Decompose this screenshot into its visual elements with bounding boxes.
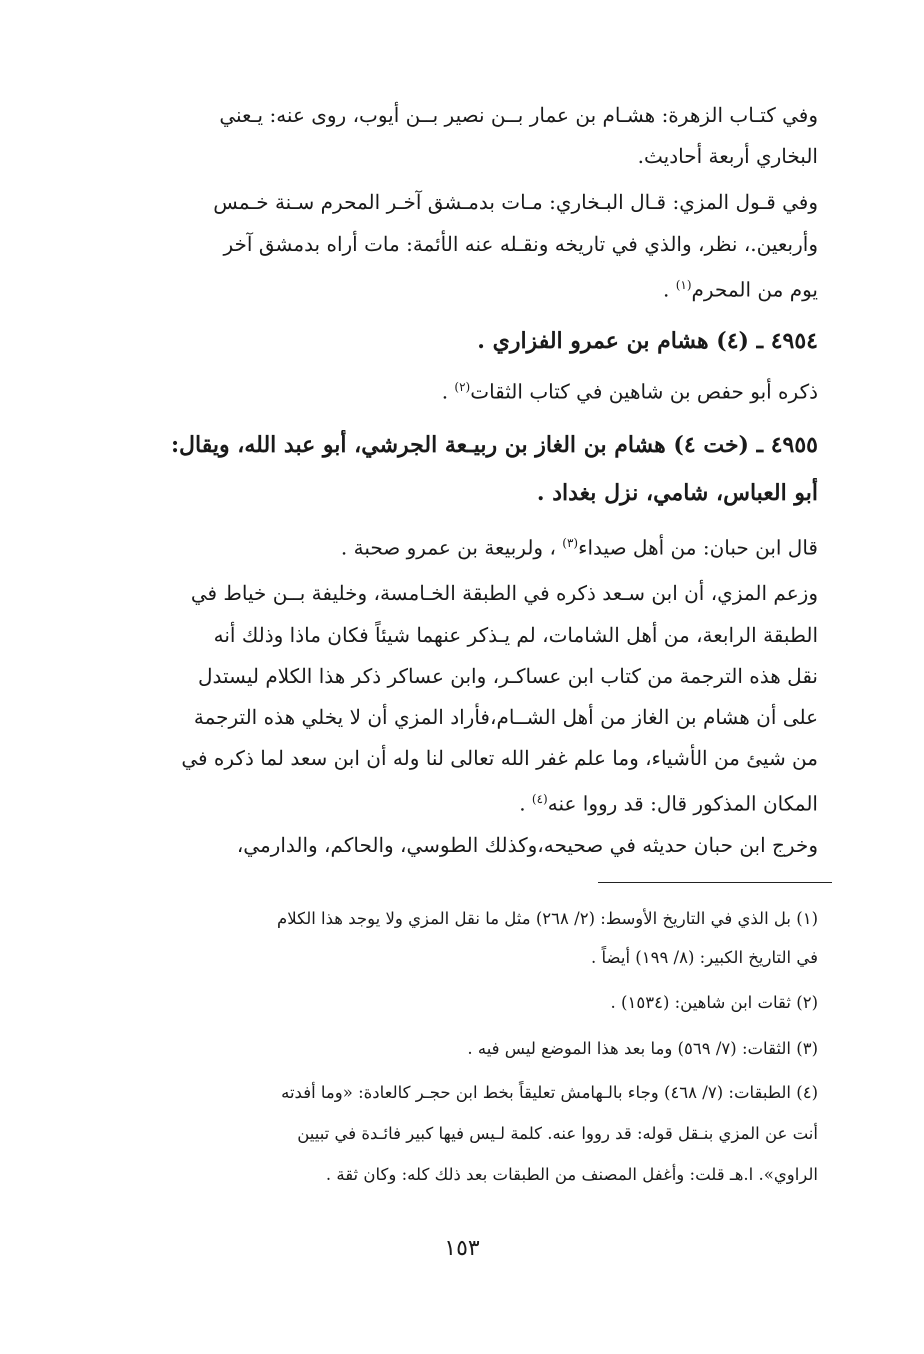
body-text: . (662, 277, 676, 302)
body-line: الطبقة الرابعة، من أهل الشامات، لم يـذكر عنهما شيئاً فكان ماذا وذلك أنه (213, 623, 818, 647)
page-number: ١٥٣ (444, 1236, 480, 1261)
body-text: . (441, 379, 455, 404)
footnote-4-continued: أنت عن المزي بنـقل قوله: قد رووا عنه. كلمة لـيس فيها كبير فائـدة في تبيين (297, 1124, 818, 1143)
body-line (118, 270, 818, 305)
footnote-4-continued: الراوي». ا.هـ قلت: وأغفل المصنف من الطبقات بعد ذلك كله: وكان ثقة . (325, 1165, 818, 1184)
footnote-3: (٣) الثقات: (٧/ ٥٦٩) وما بعد هذا الموضع ليس فيه . (467, 1039, 818, 1058)
body-line: وزعم المزي، أن ابن سـعد ذكره في الطبقة الخـامسة، وخليفة بــن خياط في (190, 581, 818, 605)
body-text: ذكره أبو حفص بن شاهين في كتاب الثقات (470, 379, 818, 404)
body-text: قال ابن حبان: من أهل صيداء (578, 535, 818, 560)
body-text: يوم من المحرم (691, 277, 818, 302)
body-line: وأربعين.، نظر، والذي في تاريخه ونقـله عنه الأئمة: مات أراه بدمشق آخر (223, 232, 818, 256)
footnote-1-continued: في التاريخ الكبير: (٨/ ١٩٩) أيضاً . (591, 948, 818, 967)
footnote-ref[interactable]: (٢) (454, 380, 471, 394)
body-text: المكان المذكور قال: قد رووا عنه (547, 791, 818, 816)
footnote-2: (٢) ثقات ابن شاهين: (١٥٣٤) . (610, 993, 818, 1012)
entry-heading: أبو العباس، شامي، نزل بغداد . (536, 480, 818, 506)
body-text: ، ولربيعة بن عمرو صحبة . (340, 535, 563, 560)
body-line: على أن هشام بن الغاز من أهل الشــام،فأراد المزي أن لا يخلي هذه الترجمة (193, 705, 818, 729)
footnote-ref[interactable]: (٣) (562, 536, 579, 550)
body-line (118, 784, 818, 819)
body-line: البخاري أربعة أحاديث. (637, 144, 818, 168)
body-line: وفي قـول المزي: قـال البـخاري: مـات بدمـشق آخـر المحرم سـنة خـمس (213, 190, 818, 214)
footnote-4: (٤) الطبقات: (٧/ ٤٦٨) وجاء بالـهامش تعليقاً بخط ابن حجـر كالعادة: «وما أفدته (281, 1083, 818, 1102)
entry-heading: ٤٩٥٥ ـ (خت ٤) هشام بن الغاز بن ربيـعة الجرشي، أبو عبد الله، ويقال: (170, 432, 818, 458)
footnote-ref[interactable]: (٤) (531, 792, 548, 806)
body-line (142, 372, 818, 407)
body-line: وفي كتـاب الزهرة: هشـام بن عمار بــن نصير بــن أيوب، روى عنه: يـعني (219, 103, 818, 127)
body-text: . (519, 791, 532, 816)
footnote-ref[interactable]: (١) (675, 278, 692, 292)
body-line: وخرج ابن حبان حديثه في صحيحه،وكذلك الطوسي، والحاكم، والدارمي، (236, 833, 818, 857)
body-line: من شيئ من الأشياء، وما علم غفر الله تعالى لنا وله أن ابن سعد لما ذكره في (181, 746, 818, 770)
footnote-separator (598, 882, 832, 883)
body-line: نقل هذه الترجمة من كتاب ابن عساكـر، وابن عساكر ذكر هذا الكلام ليستدل (197, 664, 818, 688)
body-line (142, 528, 818, 563)
footnote-1: (١) بل الذي في التاريخ الأوسط: (٢/ ٢٦٨) مثل ما نقل المزي ولا يوجد هذا الكلام (277, 909, 818, 928)
entry-heading: ٤٩٥٤ ـ (٤) هشام بن عمرو الفزاري . (477, 328, 818, 354)
